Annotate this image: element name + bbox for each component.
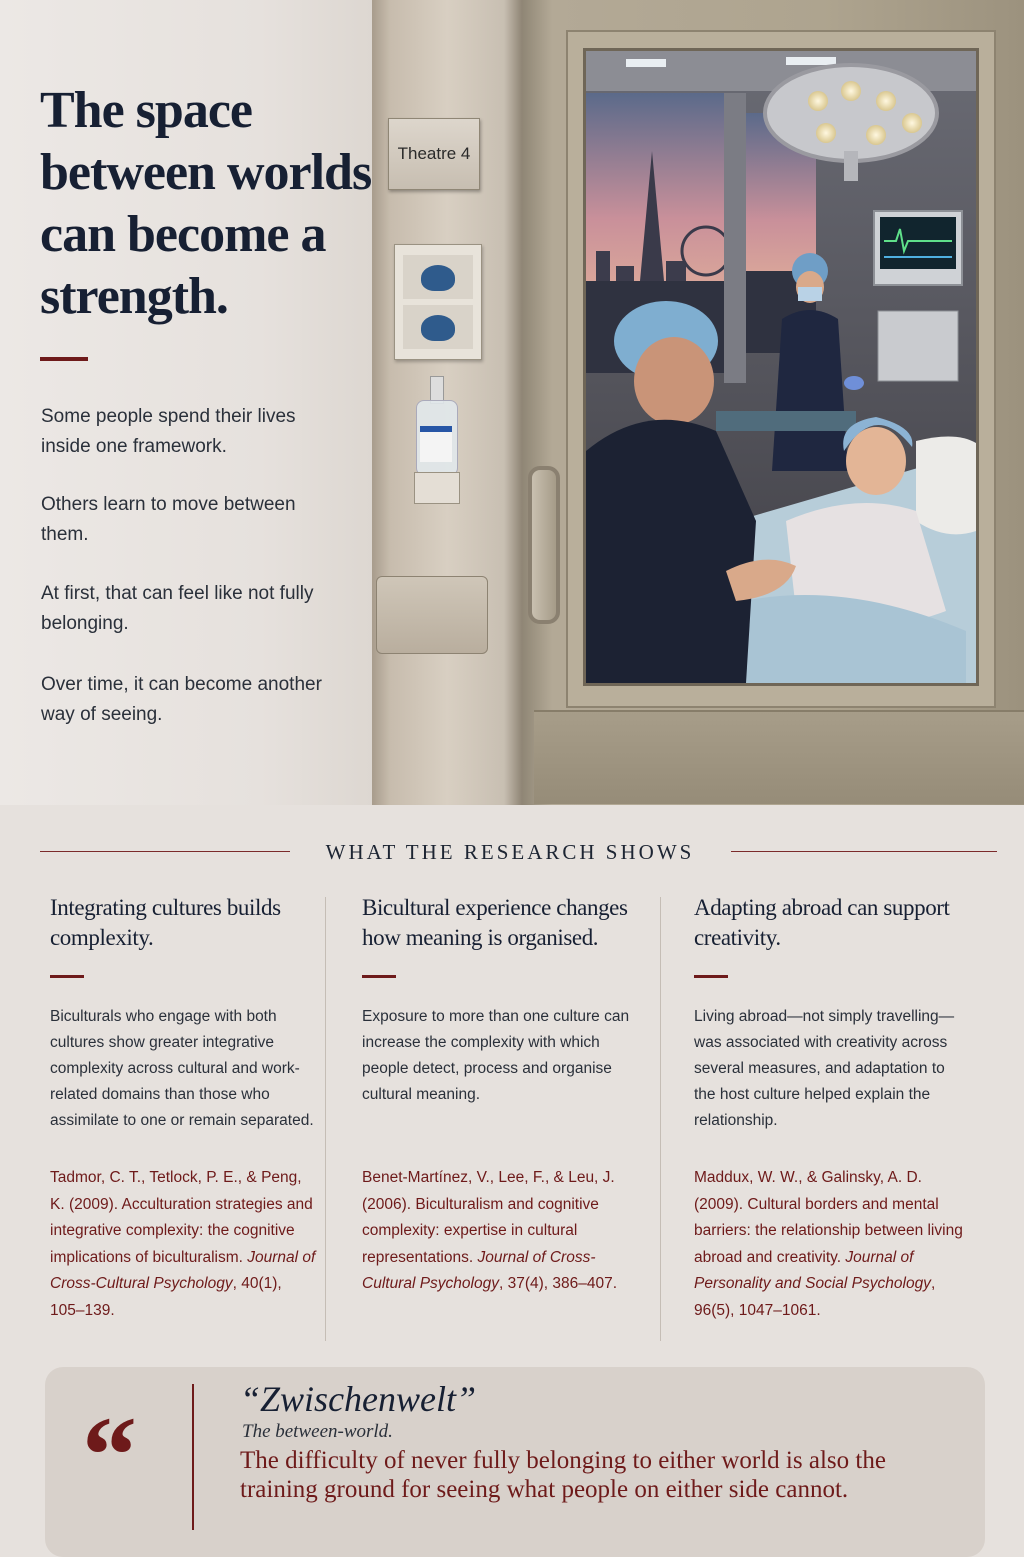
hero-accent-bar — [40, 357, 88, 361]
glove-dispenser — [394, 244, 482, 360]
hero-paragraph-4: Over time, it can become another way of seeing. — [41, 674, 322, 725]
column-accent-bar — [694, 975, 728, 978]
column-divider — [325, 897, 326, 1341]
quote-translation: The between-world. — [242, 1421, 393, 1442]
column-title: Integrating cultures builds complexity. — [50, 895, 281, 950]
quote-term: “Zwischenwelt” — [240, 1379, 477, 1419]
column-citation: Maddux, W. W., & Galinsky, A. D. (2009). Cultural borders and mental barriers: the relationship between living abroad and creativity. Journal of Personality and Social Psychology, 96(5), 1047–1061. — [694, 1169, 963, 1319]
research-column-3 — [694, 893, 964, 1319]
citation-journal: Journal of Personality and Social Psychology — [694, 1248, 931, 1292]
column-accent-bar — [362, 975, 396, 978]
wall-box — [376, 576, 488, 654]
hero-title: The space between worlds can become a strength. — [40, 82, 372, 325]
citation-journal: Journal of Cross-Cultural Psychology — [362, 1248, 596, 1292]
quote-text: The difficulty of never fully belonging to either world is also the training ground for seeing what people on either side cannot. — [240, 1447, 886, 1503]
hand-sanitizer-icon — [410, 376, 462, 524]
quote-mark-icon: “ — [82, 1394, 137, 1516]
research-column-1 — [50, 893, 320, 1319]
theatre-sign: Theatre 4 — [388, 118, 480, 190]
hero-paragraph-2: Others learn to move between them. — [41, 494, 296, 545]
quote-divider — [192, 1384, 194, 1530]
column-citation: Benet-Martínez, V., Lee, F., & Leu, J. (2006). Biculturalism and cognitive complexity: expertise in cultural representations. Journal of Cross-Cultural Psychology, 37(4), 386–407. — [362, 1169, 618, 1292]
column-body: Biculturals who engage with both cultures show greater integrative complexity across cultural and work-related domains than those who assimilate to one or remain separated. — [50, 1008, 314, 1129]
research-column-2 — [362, 893, 632, 1292]
column-citation: Tadmor, C. T., Tetlock, P. E., & Peng, K. (2009). Acculturation strategies and integrative complexity: the cognitive implications of biculturalism. Journal of Cross-Cultural Psychology, 40(1), 105–139. — [50, 1169, 316, 1319]
column-title: Adapting abroad can support creativity. — [694, 895, 950, 950]
column-divider — [660, 897, 661, 1341]
operating-room-illustration — [586, 51, 976, 683]
column-body: Exposure to more than one culture can increase the complexity with which people detect, process and organise cultural meaning. — [362, 1008, 630, 1103]
hero-paragraph-3: At first, that can feel like not fully belonging. — [41, 583, 314, 634]
column-title: Bicultural experience changes how meaning is organised. — [362, 895, 628, 950]
header-rule-right — [731, 851, 997, 852]
header-rule-left — [40, 851, 290, 852]
door-window-photo — [583, 48, 979, 686]
column-accent-bar — [50, 975, 84, 978]
citation-journal: Journal of Cross-Cultural Psychology — [50, 1248, 316, 1292]
door-handle — [528, 466, 560, 624]
research-heading: WHAT THE RESEARCH SHOWS — [325, 840, 695, 864]
hero-paragraph-1: Some people spend their lives inside one framework. — [41, 406, 296, 457]
column-body: Living abroad—not simply travelling—was associated with creativity across several measures, and adaptation to the host culture helped explain the relationship. — [694, 1008, 955, 1129]
research-header — [0, 836, 1024, 868]
door-kick-plate — [534, 710, 1024, 804]
